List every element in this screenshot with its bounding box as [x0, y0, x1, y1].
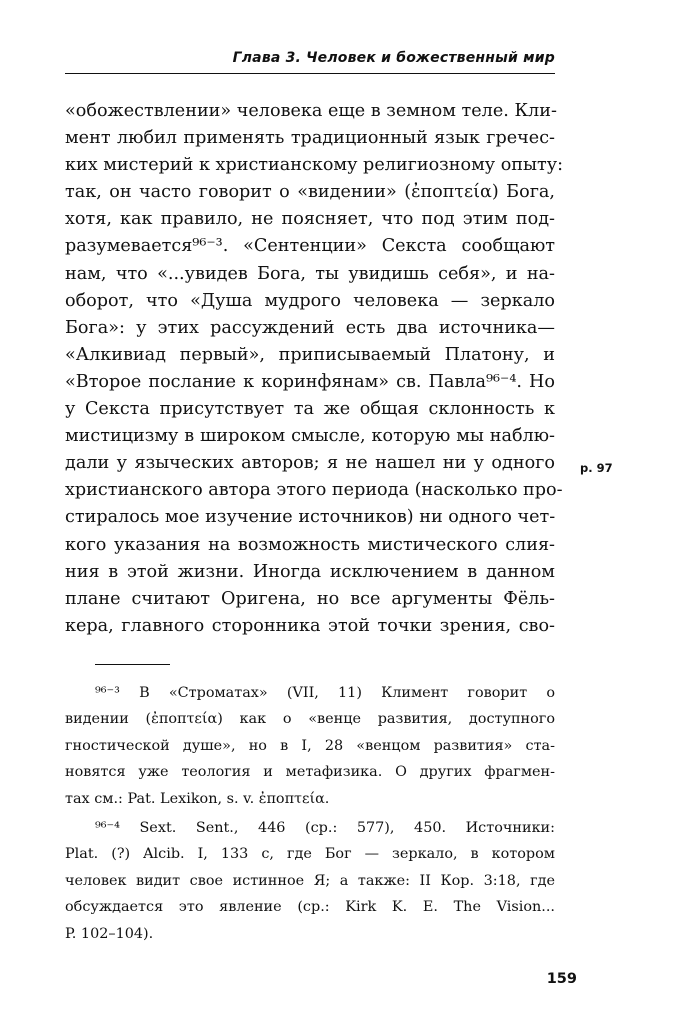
- footnote-line: видении (ἐποπτεία) как о «венце развития, доступного: [65, 711, 555, 728]
- footnote-line: тах см.: Pat. Lexikon, s. v. ἐποπτεία.: [65, 790, 330, 807]
- footnote-line: ⁹⁶⁻⁴ Sext. Sent., 446 (ср.: 577), 450. Источники:: [95, 819, 555, 836]
- margin-page-reference: р. 97: [580, 461, 613, 475]
- text-line: кого указания на возможность мистического слия-: [65, 534, 555, 555]
- text-line: мент любил применять традиционный язык гречес-: [65, 128, 555, 149]
- text-line: хотя, как правило, не поясняет, что под этим под-: [65, 209, 555, 230]
- page-number: 159: [546, 971, 577, 987]
- footnote-separator: [95, 664, 170, 665]
- footnote-line: обсуждается это явление (ср.: Kirk K. E. The Vision...: [65, 899, 555, 916]
- text-line: ния в этой жизни. Иногда исключением в данном: [65, 561, 555, 582]
- footnotes: [65, 680, 555, 947]
- header-rule: [65, 73, 555, 74]
- text-line: ких мистерий к христианскому религиозному опыту:: [65, 155, 564, 176]
- footnote-line: новятся уже теология и метафизика. О других фрагмен-: [65, 764, 555, 781]
- text-line: кера, главного сторонника этой точки зрения, сво-: [65, 615, 555, 636]
- footnote-line: гностической душе», но в I, 28 «венцом развития» ста-: [65, 737, 555, 754]
- text-line: оборот, что «Душа мудрого человека — зеркало: [65, 290, 555, 311]
- footnote-line: Plat. (?) Alcib. I, 133 c, где Бог — зеркало, в котором: [65, 846, 555, 863]
- text-line: плане считают Оригена, но все аргументы Фёль-: [65, 588, 555, 609]
- footnote-line: ⁹⁶⁻³ В «Строматах» (VII, 11) Климент говорит о: [95, 685, 555, 701]
- text-line: «Алкивиад первый», приписываемый Платону, и: [65, 344, 555, 365]
- chapter-title: Глава 3. Человек и божественный мир: [232, 50, 555, 66]
- text-line: дали у языческих авторов; я не нашел ни у одного: [65, 453, 555, 474]
- footnote-line: человек видит свое истинное Я; а также: II Кор. 3:18, где: [65, 872, 555, 889]
- text-line: нам, что «...увидев Бога, ты увидишь себя», и на-: [65, 263, 555, 284]
- text-line: так, он часто говорит о «видении» (ἐποπτεία) Бога,: [65, 182, 555, 203]
- text-line: «Второе послание к коринфянам» св. Павла⁹⁶⁻⁴. Но: [65, 371, 555, 392]
- text-line: стиралось мое изучение источников) ни одного чет-: [65, 507, 556, 528]
- footnote-line: P. 102–104).: [65, 925, 154, 942]
- running-header: [65, 46, 555, 76]
- text-line: Бога»: у этих рассуждений есть два источника—: [65, 317, 555, 338]
- text-line: христианского автора этого периода (насколько про-: [65, 480, 563, 501]
- text-line: «обожествлении» человека еще в земном теле. Кли-: [65, 101, 557, 121]
- text-line: у Секста присутствует та же общая склонность к: [65, 399, 555, 420]
- main-text: [65, 98, 564, 640]
- text-line: мистицизму в широком смысле, которую мы наблю-: [65, 426, 555, 447]
- text-line: разумевается⁹⁶⁻³. «Сентенции» Секста сообщают: [65, 236, 555, 257]
